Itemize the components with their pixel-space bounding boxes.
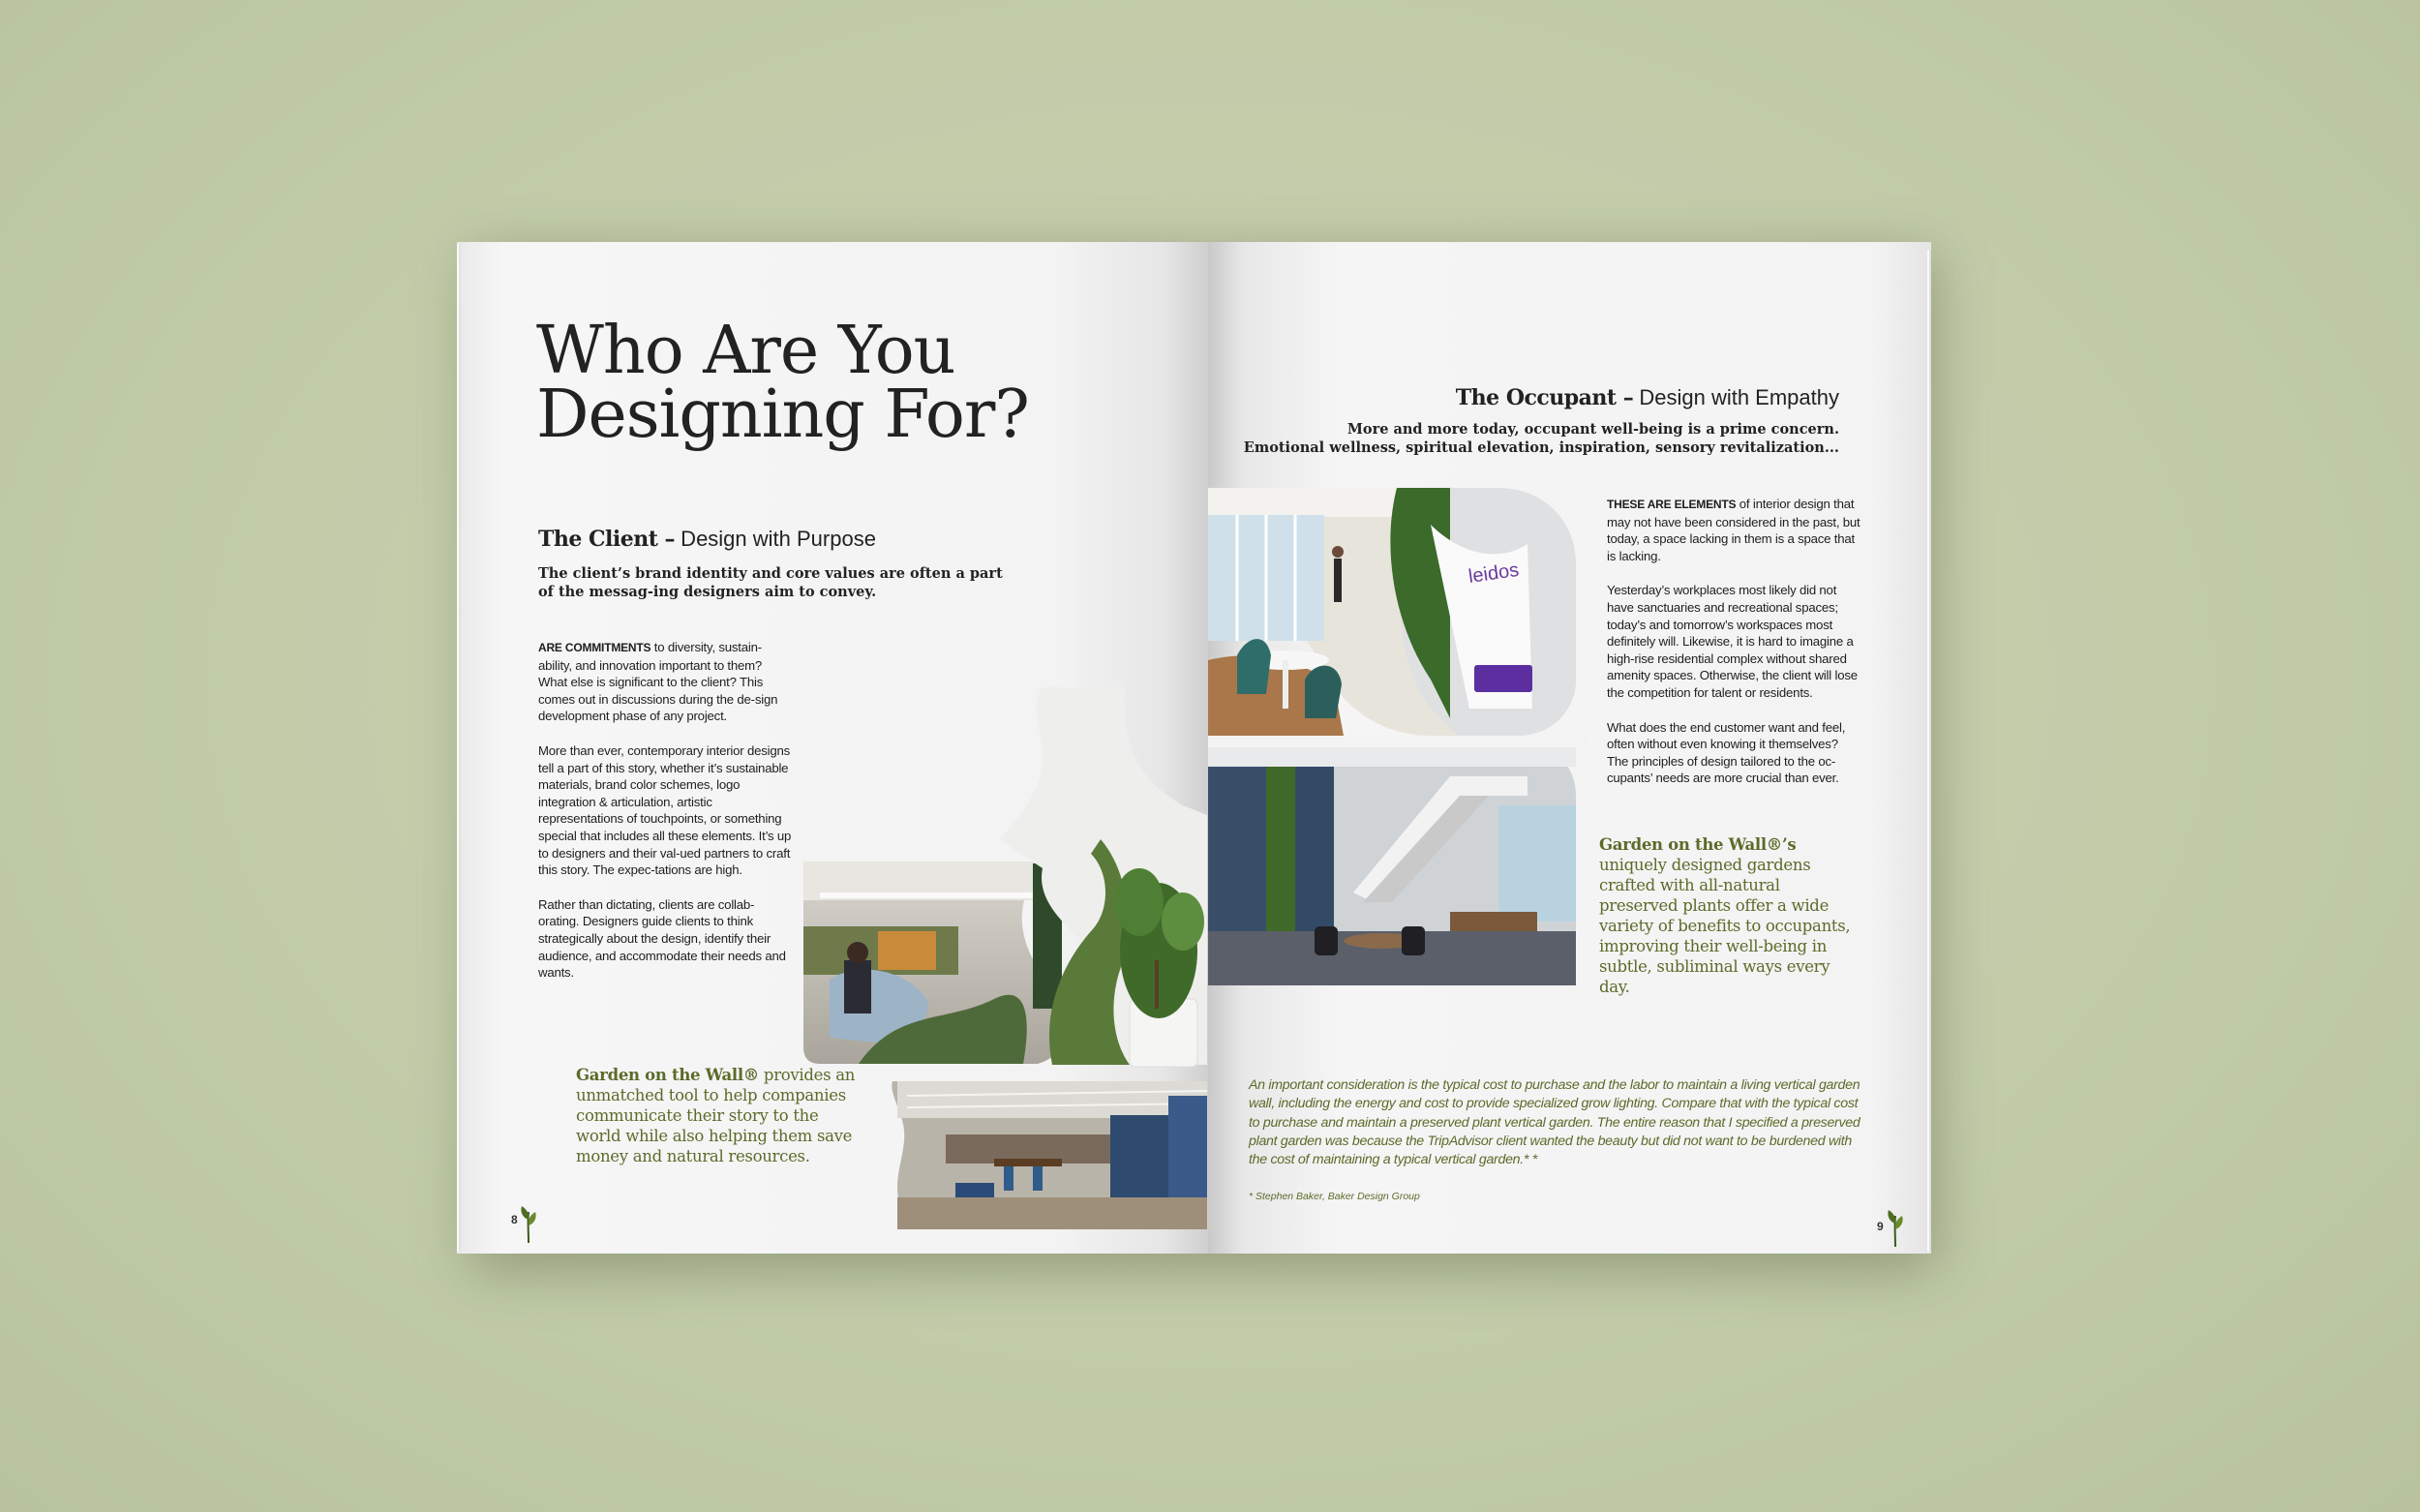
occupant-lead [1244,420,1839,457]
title-line-1: Who Are You [536,313,955,389]
page-number-right: 9 [1877,1220,1884,1233]
left-callout-text: provides an unmatched tool to help companies communicate their story to the world while also helping them save money and natural resources. [576,1066,856,1165]
right-page-edge [1927,250,1931,1252]
occupant-heading-rest: Design with Empathy [1633,385,1839,409]
occupant-paragraph-1 [1607,496,1860,564]
right-callout-text: uniquely designed gardens crafted with all-natural preserved plants offer a wide variety of benefits to occupants, improving their well-being in subtle, subliminal ways every day. [1599,856,1851,996]
client-heading-rest: Design with Purpose [675,527,876,551]
occupant-body [1607,496,1860,804]
office-lounge-photo [801,641,1208,1229]
right-callout-brand: Garden on the Wall®’s [1599,835,1797,854]
right-page [1208,242,1931,1254]
magazine-spread [457,242,1931,1254]
office-lobby-photo [1208,486,1588,989]
occupant-heading-bold: The Occupant – [1455,385,1634,410]
testimonial-quote: An important consideration is the typical cost to purchase and the labor to maintain a living vertical garden wall, including the energy and cost to provide specialized grow lighting. Compare that with the typical cost to purchase and maintain a preserved plant vertical garden. The entire reason that I specified a preserved plant garden was because the TripAdvisor client wanted the beauty but did not want to be burdened with the cost of maintaining a typical vertical garden.* * [1249,1077,1860,1168]
client-p1-rest: to diversity, sustain-ability, and innovation important to them? What else is significant to the client? This comes out in discussions during the de-sign development phase of any project. [538,640,778,724]
title-line-2: Designing For? [536,377,1029,453]
leidos-logo: leidos [1467,559,1521,588]
occupant-p1-caps: THESE ARE ELEMENTS [1607,498,1737,511]
sprout-logo-icon [519,1202,538,1243]
occupant-lead-line-1: More and more today, occupant well-being is a prime concern. [1346,421,1839,438]
left-page [457,242,1208,1254]
client-lead: The client’s brand identity and core values are often a part of the messag-ing designers aim to convey. [538,565,1003,600]
client-p1-caps: ARE COMMITMENTS [538,641,651,654]
occupant-paragraph-3: What does the end customer want and feel, often without even knowing it themselves? The principles of design tailored to the oc-cupants’ needs are more crucial than ever. [1607,719,1846,786]
occupant-callout [1599,834,1856,997]
left-callout-brand: Garden on the Wall® [576,1066,759,1084]
quote-credit: * Stephen Baker, Baker Design Group [1249,1191,1420,1202]
client-paragraph-1 [538,639,792,725]
client-paragraph-2: More than ever, contemporary interior designs tell a part of this story, whether it’s sustainable materials, brand color schemes, logo integration & articulation, artistic representations of touchpoints, or something special that includes all these elements. It’s up to designers and their val-ued partners to craft this story. The expec-tations are high. [538,742,792,878]
client-section-heading [538,527,876,552]
client-heading-bold: The Client – [538,527,676,552]
sprout-logo-icon [1886,1206,1905,1247]
client-paragraph-3: Rather than dictating, clients are collab-orating. Designers guide clients to think strategically about the design, identify their audience, and accommodate their needs and wants. [538,896,786,981]
occupant-p1-rest: of interior design that may not have been considered in the past, but today, a space lacking in them is a space that is lacking. [1607,497,1860,563]
page-title [536,313,1029,453]
client-body [538,639,792,999]
occupant-lead-line-2: Emotional wellness, spiritual elevation, inspiration, sensory revitalization... [1243,439,1839,456]
occupant-section-heading [1456,385,1839,410]
page-number-left: 8 [511,1213,518,1226]
left-page-edge [457,244,461,1252]
occupant-paragraph-2: Yesterday’s workplaces most likely did not have sanctuaries and recreational spaces; today’s and tomorrow’s workspaces most definitely will. Likewise, it is hard to imagine a high-rise residential complex without shared amenity spaces. Otherwise, the client will lose the competition for talent or residents. [1607,583,1858,700]
